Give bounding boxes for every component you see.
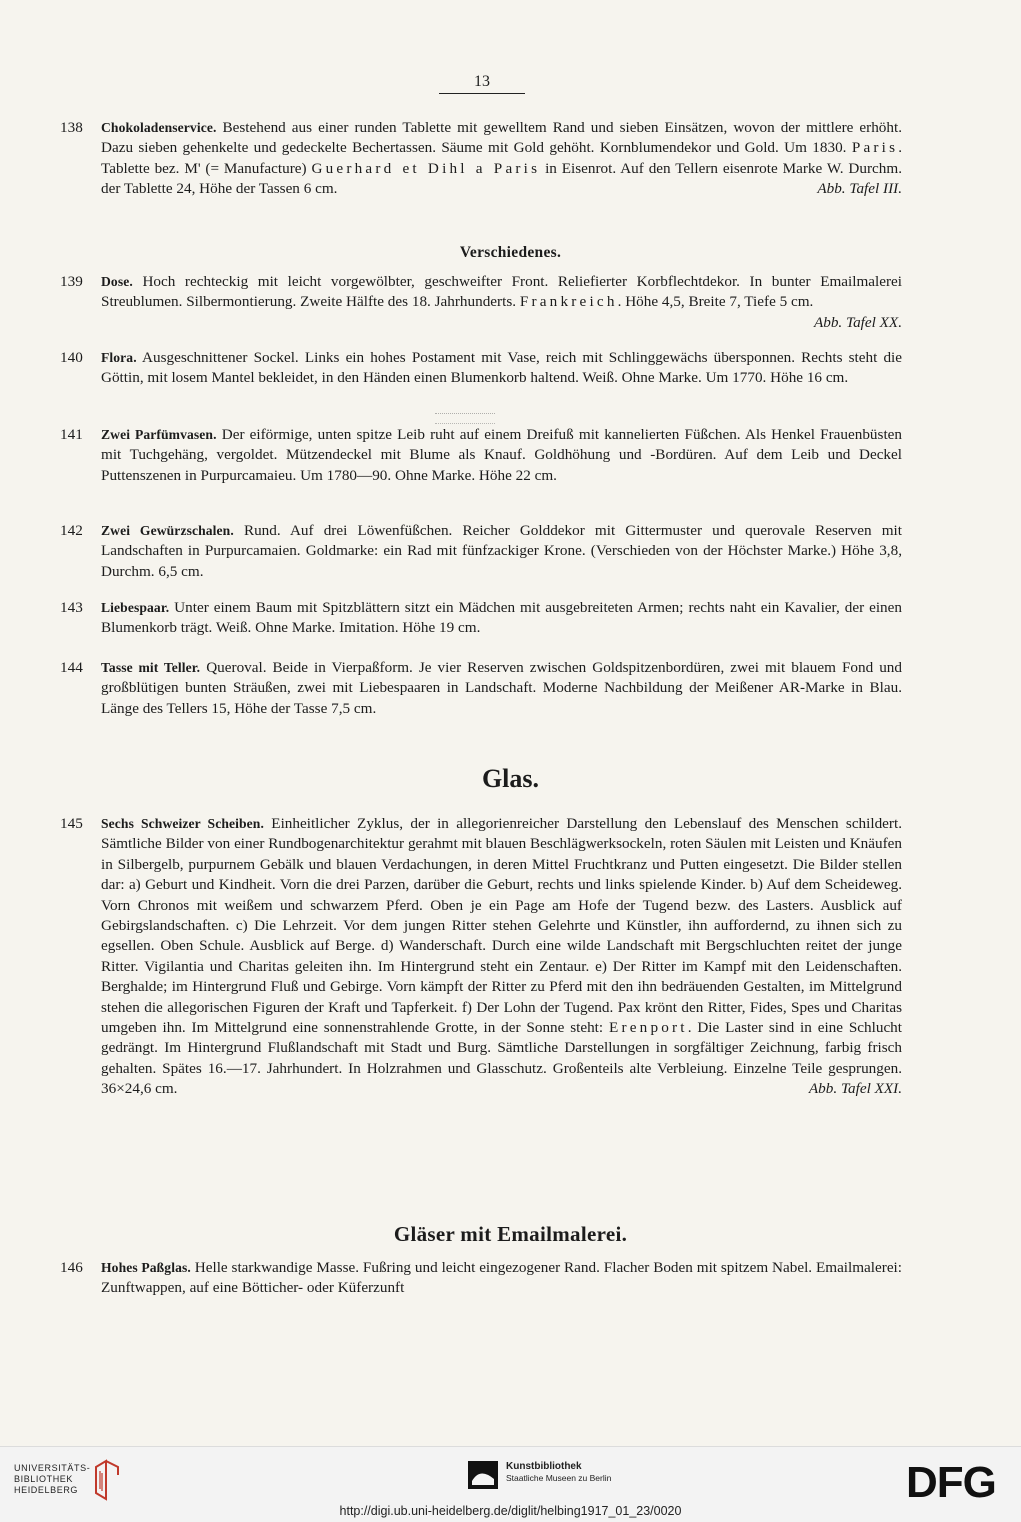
plate-reference: Abb. Tafel III.	[817, 180, 902, 198]
entry-text	[101, 425, 902, 486]
entry-body-tail: in Eisenrot. Auf den Tellern eisenrote Marke W. Durchm. der Tablette 24, Höhe der Tassen 6 cm.	[101, 159, 902, 198]
university-label-line: BIBLIOTHEK	[14, 1474, 74, 1484]
entry-text	[101, 272, 902, 331]
catalog-entry-146	[60, 1258, 902, 1299]
kunstbibliothek-title: Kunstbibliothek	[506, 1461, 582, 1472]
entry-text	[101, 118, 902, 200]
entry-spaced-text: Paris	[851, 139, 899, 157]
university-library-label	[14, 1463, 90, 1496]
entry-body: Bestehend aus einer runden Tablette mit gewelltem Rand und sieben Einsätzen, wovon der mittlere erhöht. Dazu sieben gehenkelte und gedeckelte Bechertassen. Säume mit Gold gehöht. Kornblumendekor und Gold. Um 1830.	[101, 119, 902, 157]
university-logo-icon	[92, 1459, 122, 1501]
entry-number: 144	[60, 659, 83, 676]
entry-body: Helle starkwandige Masse. Fußring und leicht eingezogener Rand. Flacher Boden mit spitzem Nabel. Emailmalerei: Zunftwappen, auf eine Bötticher- oder Küferzunft	[101, 1259, 902, 1297]
entry-title: Dose.	[101, 274, 133, 289]
kunstbibliothek-subtitle: Staatliche Museen zu Berlin	[506, 1473, 612, 1483]
entry-spaced-text: Guerhard et Dihl a Paris	[311, 159, 541, 177]
entry-title: Sechs Schweizer Scheiben.	[101, 816, 264, 831]
entry-body: Unter einem Baum mit Spitzblättern sitzt ein Mädchen mit ausgebreiteten Armen; rechts naht ein Kavalier, der einen Blumenkorb trägt. Weiß. Ohne Marke. Imitation. Höhe 19 cm.	[101, 599, 902, 637]
kunstbibliothek-logo-icon	[468, 1461, 498, 1489]
entry-body: Hoch rechteckig mit leicht vorgewölbter, geschweifter Front. Reliefierter Korbflechtdekor. In bunter Emailmalerei Streublumen. Silbermontierung. Zweite Hälfte des 18. Jahrhunderts.	[101, 273, 902, 311]
entry-body: Queroval. Beide in Vierpaßform. Je vier Reserven zwischen Goldspitzenbordüren, zwei mit blauem Fond und großblütigen bunten Sträußen, zwei mit Liebespaaren in Landschaft. Moderne Nachbildung der Meißener AR-Marke in Blau. Länge des Tellers 15, Höhe der Tasse 7,5 cm.	[101, 659, 902, 717]
entry-body: Ausgeschnittener Sockel. Links ein hohes Postament mit Vase, reich mit Schlinggewächs übersponnen. Rechts steht die Göttin, mit losem Mantel bekleidet, in den Händen einen Blumenkorb haltend. Weiß. Ohne Marke. Um 1770. Höhe 16 cm.	[101, 349, 902, 387]
entry-title: Liebespaar.	[101, 600, 170, 615]
entry-text	[101, 1258, 902, 1299]
entry-title: Tasse mit Teller.	[101, 660, 201, 675]
entry-text	[101, 658, 902, 719]
plate-reference: Abb. Tafel XXI.	[808, 1080, 902, 1098]
entry-body-tail: . Die Laster sind in eine Schlucht gedrängt. Im Hintergrund Flußlandschaft mit Stadt und Burg. Sämtliche Darstellungen in sorgfältiger Zeichnung, farbig frisch gehalten. Spätes 16.—17. Jahrhundert. In Holzrahmen und Glasschutz. Großenteils alte Verbleiung. Einzelne Teile gesprungen. 36×24,6 cm.	[101, 1019, 902, 1098]
entry-text	[101, 598, 902, 639]
section-heading-verschiedenes: Verschiedenes.	[459, 244, 562, 261]
catalog-entry-141	[60, 425, 902, 486]
catalog-entry-144	[60, 658, 902, 719]
entry-body: Einheitlicher Zyklus, der in allegorienreicher Darstellung den Lebenslauf des Menschen schildert. Sämtliche Bilder von einer Rundbogenarchitektur gerahmt mit blauen Beschlägwerksockeln, roten Säulen mit Leisten und Knäufen in Silbergelb, purpurnem Gebälk und blauen Verdachungen, in deren Mittel Fruchtkranz und Putten eingesetzt. Die Bilder stellen dar: a) Geburt und Kindheit. Vorn die drei Parzen, darüber die Geburt, rechts und links spielende Kinder. b) Auf dem Scheideweg. Vorn Chronos mit weißem und schwarzem Pferd. Oben je ein Page am Hofe der Tugend bezw. des Lasters. Ausblick auf Gebirgslandschaften. c) Die Lehrzeit. Vor dem jungen Ritter stehen Gelehrte und Künstler, ihn auffordernd, zu ihnen sich zu egsellen. Oben Schule. Ausblick auf Berge. d) Wanderschaft. Durch eine wilde Landschaft mit Bergschluchten reitet der junge Ritter. Vigilantia und Charitas geleiten ihn. Im Hintergrund steht ein Zentaur. e) Der Ritter im Kampf mit den Leidenschaften. Berghalde; im Hintergrund Fluß und Gebirge. Vorn kämpft der Ritter zu Pferd mit den ihn bedräuenden Gestalten, im Mittelgrund stehen die allegorischen Figuren der Kraft und Tapferkeit. f) Der Lohn der Tugend. Pax krönt den Ritter, Fides, Spes und Charitas umgeben ihn. Im Mittelgrund eine sonnenstrahlende Grotte, in der Sonne steht:	[101, 815, 902, 1037]
entry-number: 142	[60, 522, 83, 539]
entry-spaced-text: Frankreich	[519, 293, 618, 311]
catalog-entry-139	[60, 272, 902, 333]
entry-spaced-text: Erenport	[608, 1019, 688, 1037]
entry-body-tail: . Höhe 4,5, Breite 7, Tiefe 5 cm.	[617, 293, 814, 311]
entry-number: 138	[60, 119, 83, 136]
source-url[interactable]: http://digi.ub.uni-heidelberg.de/diglit/helbing1917_01_23/0020	[339, 1504, 682, 1518]
entry-text	[101, 814, 902, 1100]
kunstbibliothek-label	[506, 1460, 611, 1484]
entry-body-middle: . Tablette bez. M' (= Manufacture)	[101, 139, 902, 177]
entry-title: Hohes Paßglas.	[101, 1260, 191, 1275]
catalog-entry-138	[60, 118, 902, 200]
catalog-entry-142	[60, 521, 902, 582]
stray-mark	[435, 413, 495, 424]
section-heading-glas: Glas.	[481, 764, 540, 793]
entry-number: 139	[60, 273, 83, 290]
entry-title: Flora.	[101, 350, 137, 365]
entry-number: 141	[60, 426, 83, 443]
entry-title: Zwei Gewürzschalen.	[101, 523, 234, 538]
entry-body: Der eiförmige, unten spitze Leib ruht auf einem Dreifuß mit kannelierten Füßchen. Als Henkel Frauenbüsten mit Tuchgehäng, vergoldet. Mützendeckel mit Blume als Knauf. Goldhöhung und -Bordüren. Auf dem Leib und Deckel Puttenszenen in Purpurcamaieu. Um 1780—90. Ohne Marke. Höhe 22 cm.	[101, 426, 902, 484]
digitization-footer	[0, 1446, 1021, 1522]
entry-title: Zwei Parfümvasen.	[101, 427, 217, 442]
dfg-logo: DFG	[906, 1458, 996, 1507]
university-label-line: HEIDELBERG	[14, 1485, 79, 1495]
entry-text	[101, 521, 902, 582]
entry-title: Chokoladenservice.	[101, 120, 217, 135]
catalog-entry-143	[60, 598, 902, 639]
entry-number: 145	[60, 815, 83, 832]
entry-number: 140	[60, 349, 83, 366]
entry-body: Rund. Auf drei Löwenfüßchen. Reicher Golddekor mit Gittermuster und querovale Reserven mit Landschaften in Purpurcamaien. Goldmarke: ein Rad mit fünfzackiger Krone. (Verschieden von der Höchster Marke.) Höhe 3,8, Durchm. 6,5 cm.	[101, 522, 902, 580]
page-number: 13	[439, 73, 525, 94]
catalog-entry-145	[60, 814, 902, 1100]
university-label-line: UNIVERSITÄTS-	[14, 1463, 91, 1473]
entry-number: 146	[60, 1259, 83, 1276]
catalog-entry-140	[60, 348, 902, 389]
section-heading-emailmalerei: Gläser mit Emailmalerei.	[393, 1222, 628, 1246]
plate-reference: Abb. Tafel XX.	[813, 313, 902, 331]
entry-number: 143	[60, 599, 83, 616]
entry-text	[101, 348, 902, 389]
